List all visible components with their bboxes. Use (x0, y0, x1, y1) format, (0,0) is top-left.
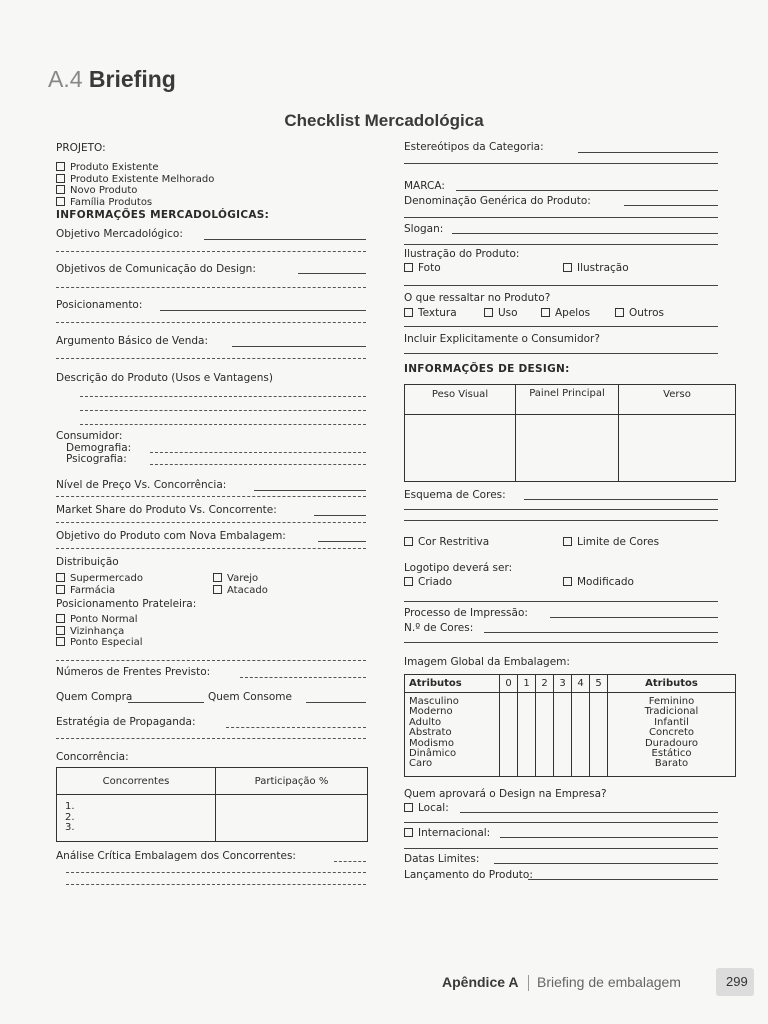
fill-line[interactable] (404, 353, 718, 354)
fill-line[interactable] (80, 410, 366, 411)
checkbox[interactable] (56, 637, 65, 646)
prateleira-options (56, 614, 143, 649)
verso-cell[interactable] (619, 415, 736, 482)
checklist-title: Checklist Mercadológica (284, 111, 484, 130)
option-varejo[interactable]: Varejo (213, 573, 268, 585)
estrategia-label: Estratégia de Propaganda: (56, 716, 196, 728)
checkbox[interactable] (404, 308, 413, 317)
option-local[interactable]: Local: (404, 803, 449, 815)
analise-label: Análise Crítica Embalagem dos Concorrentes: (56, 850, 296, 862)
atributos-table (404, 674, 736, 777)
concorrencia-label: Concorrência: (56, 751, 129, 763)
option-modificado[interactable]: Modificado (563, 577, 634, 589)
scale-4: 4 (572, 675, 590, 693)
section-heading (48, 66, 176, 93)
checkbox[interactable] (563, 577, 572, 586)
info-design-heading: INFORMAÇÕES DE DESIGN: (404, 363, 570, 375)
option-familia-produtos[interactable]: Família Produtos (56, 197, 214, 209)
checkbox[interactable] (213, 573, 222, 582)
quem-aprovara-label: Quem aprovará o Design na Empresa? (404, 788, 607, 800)
scale-cell[interactable] (500, 693, 518, 777)
esquema-label: Esquema de Cores: (404, 489, 506, 501)
checkbox[interactable] (404, 828, 413, 837)
checkbox[interactable] (56, 174, 65, 183)
checkbox[interactable] (404, 577, 413, 586)
fill-line[interactable] (66, 872, 366, 873)
fill-line[interactable] (404, 601, 718, 602)
checkbox[interactable] (56, 162, 65, 171)
denominacao-label: Denominação Genérica do Produto: (404, 195, 591, 207)
info-mercadologicas-heading: INFORMAÇÕES MERCADOLÓGICAS: (56, 209, 270, 221)
section-title: Briefing (88, 66, 176, 92)
market-share-label: Market Share do Produto Vs. Concorrente: (56, 504, 277, 516)
marca-label: MARCA: (404, 180, 445, 192)
table-header-participacao: Participação % (216, 768, 368, 795)
objetivo-merc-line[interactable] (204, 239, 366, 240)
psicografia-label: Psicografia: (66, 453, 127, 465)
fill-line[interactable] (56, 738, 366, 739)
projeto-label: PROJETO: (56, 142, 106, 154)
datas-limites-line[interactable] (494, 863, 718, 864)
posic-prateleira-label: Posicionamento Prateleira: (56, 598, 197, 610)
checkbox[interactable] (404, 263, 413, 272)
option-supermercado[interactable]: Supermercado (56, 573, 143, 585)
fill-line[interactable] (56, 660, 366, 661)
fill-line[interactable] (404, 848, 718, 849)
posicionamento-line[interactable] (160, 310, 366, 311)
projeto-options (56, 162, 214, 208)
option-uso[interactable]: Uso (484, 308, 518, 320)
objetivos-com-label: Objetivos de Comunicação do Design: (56, 263, 256, 275)
option-produto-melhorado[interactable]: Produto Existente Melhorado (56, 174, 214, 186)
option-textura[interactable]: Textura (404, 308, 457, 320)
design-table (404, 384, 736, 482)
scale-cell[interactable] (554, 693, 572, 777)
distribuicao-col1 (56, 573, 143, 596)
checkbox[interactable] (56, 614, 65, 623)
option-foto[interactable]: Foto (404, 263, 441, 275)
scale-5: 5 (590, 675, 608, 693)
fill-line[interactable] (56, 358, 366, 359)
fill-line[interactable] (66, 884, 366, 885)
fill-line[interactable] (404, 520, 718, 521)
fill-line[interactable] (80, 424, 366, 425)
ilustracao-label: Ilustração do Produto: (404, 248, 520, 260)
option-produto-existente[interactable]: Produto Existente (56, 162, 214, 174)
fill-line[interactable] (404, 642, 718, 643)
scale-cell[interactable] (572, 693, 590, 777)
option-internacional[interactable]: Internacional: (404, 828, 490, 840)
objetivo-nova-line[interactable] (318, 541, 366, 542)
footer-divider (528, 975, 529, 991)
fill-line[interactable] (404, 509, 718, 510)
denominacao-line[interactable] (624, 205, 718, 206)
design-header-painel: Painel Principal (516, 385, 619, 415)
checkbox[interactable] (56, 585, 65, 594)
fill-line[interactable] (404, 244, 718, 245)
internacional-line[interactable] (500, 837, 718, 838)
atributos-header-left: Atributos (405, 675, 500, 693)
option-criado[interactable]: Criado (404, 577, 452, 589)
attr-right-cell: Feminino Tradicional Infantil Concreto Duradouro Estático Barato (608, 693, 736, 777)
checkbox[interactable] (56, 185, 65, 194)
option-limite-cores[interactable]: Limite de Cores (563, 537, 659, 549)
analise-line[interactable] (334, 861, 366, 862)
demografia-line[interactable] (150, 452, 366, 453)
logotipo-label: Logotipo deverá ser: (404, 562, 513, 574)
footer-chapter: Briefing de embalagem (537, 974, 681, 990)
esquema-line[interactable] (524, 499, 718, 500)
objetivo-merc-label: Objetivo Mercadológico: (56, 228, 183, 240)
painel-cell[interactable] (516, 415, 619, 482)
distribuicao-col2 (213, 573, 268, 596)
fill-line[interactable] (56, 251, 366, 252)
datas-limites-label: Datas Limites: (404, 853, 480, 865)
design-header-verso: Verso (619, 385, 736, 415)
scale-cell[interactable] (590, 693, 608, 777)
estereotipos-line[interactable] (578, 152, 718, 153)
option-cor-restritiva[interactable]: Cor Restritiva (404, 537, 489, 549)
participacao-cell[interactable] (216, 795, 368, 842)
option-ilustracao[interactable]: Ilustração (563, 263, 629, 275)
posicionamento-label: Posicionamento: (56, 299, 143, 311)
fill-line[interactable] (404, 285, 718, 286)
table-header-concorrentes: Concorrentes (57, 768, 216, 795)
n-cores-label: N.º de Cores: (404, 622, 474, 634)
fill-line[interactable] (404, 217, 718, 218)
option-farmacia[interactable]: Farmácia (56, 585, 143, 597)
descricao-label: Descrição do Produto (Usos e Vantagens) (56, 372, 273, 384)
checkbox[interactable] (56, 197, 65, 206)
demografia-label: Demografia: (66, 442, 132, 454)
checkbox[interactable] (404, 537, 413, 546)
psicografia-line[interactable] (150, 464, 366, 465)
consumidor-label: Consumidor: (56, 430, 123, 442)
checkbox[interactable] (56, 573, 65, 582)
concorrentes-cell[interactable]: 1. 2. 3. (57, 795, 216, 842)
ressaltar-label: O que ressaltar no Produto? (404, 292, 551, 304)
design-header-peso-visual: Peso Visual (405, 385, 516, 415)
quem-compra-label: Quem Compra (56, 691, 133, 703)
estereotipos-label: Estereótipos da Categoria: (404, 141, 544, 153)
scale-0: 0 (500, 675, 518, 693)
estrategia-line[interactable] (226, 727, 366, 728)
attr-left-cell: Masculino Moderno Adulto Abstrato Modismo Dinâmico Caro (405, 693, 500, 777)
option-ponto-especial[interactable]: Ponto Especial (56, 637, 143, 649)
market-share-line[interactable] (314, 515, 366, 516)
fill-line[interactable] (56, 548, 366, 549)
distribuicao-label: Distribuição (56, 556, 119, 568)
footer-appendix: Apêndice A (442, 974, 519, 990)
processo-label: Processo de Impressão: (404, 607, 528, 619)
option-vizinhanca[interactable]: Vizinhança (56, 626, 143, 638)
fill-line[interactable] (56, 522, 366, 523)
fill-line[interactable] (404, 822, 718, 823)
fill-line[interactable] (56, 287, 366, 288)
slogan-line[interactable] (452, 233, 718, 234)
argumento-label: Argumento Básico de Venda: (56, 335, 208, 347)
n-cores-line[interactable] (484, 632, 718, 633)
peso-visual-cell[interactable] (405, 415, 516, 482)
option-ponto-normal[interactable]: Ponto Normal (56, 614, 143, 626)
nivel-preco-line[interactable] (254, 490, 366, 491)
lancamento-label: Lançamento do Produto: (404, 869, 533, 881)
fill-line[interactable] (56, 496, 366, 497)
local-line[interactable] (460, 812, 718, 813)
option-novo-produto[interactable]: Novo Produto (56, 185, 214, 197)
quem-consome-label: Quem Consome (208, 691, 292, 703)
slogan-label: Slogan: (404, 223, 444, 235)
numeros-frentes-label: Números de Frentes Previsto: (56, 666, 211, 678)
fill-line[interactable] (80, 396, 366, 397)
quem-compra-line[interactable] (128, 702, 204, 703)
incluir-label: Incluir Explicitamente o Consumidor? (404, 333, 600, 345)
fill-line[interactable] (56, 322, 366, 323)
quem-consome-line[interactable] (306, 702, 366, 703)
scale-cell[interactable] (536, 693, 554, 777)
marca-line[interactable] (456, 190, 718, 191)
option-atacado[interactable]: Atacado (213, 585, 268, 597)
imagem-global-label: Imagem Global da Embalagem: (404, 656, 570, 668)
atributos-header-right: Atributos (608, 675, 736, 693)
argumento-line[interactable] (232, 346, 366, 347)
processo-line[interactable] (550, 617, 718, 618)
page-number: 299 (726, 974, 748, 989)
scale-cell[interactable] (518, 693, 536, 777)
numeros-frentes-line[interactable] (240, 677, 366, 678)
concorrentes-table (56, 767, 368, 842)
checkbox[interactable] (404, 803, 413, 812)
nivel-preco-label: Nível de Preço Vs. Concorrência: (56, 479, 227, 491)
scale-3: 3 (554, 675, 572, 693)
checkbox[interactable] (56, 626, 65, 635)
option-outros[interactable]: Outros (615, 308, 664, 320)
fill-line[interactable] (404, 163, 718, 164)
section-number: A.4 (48, 66, 83, 92)
checkbox[interactable] (615, 308, 624, 317)
lancamento-line[interactable] (528, 879, 718, 880)
objetivos-com-line[interactable] (298, 273, 366, 274)
checkbox[interactable] (484, 308, 493, 317)
objetivo-nova-label: Objetivo do Produto com Nova Embalagem: (56, 530, 286, 542)
checkbox[interactable] (563, 537, 572, 546)
scale-2: 2 (536, 675, 554, 693)
checkbox[interactable] (541, 308, 550, 317)
scale-1: 1 (518, 675, 536, 693)
checkbox[interactable] (213, 585, 222, 594)
fill-line[interactable] (404, 326, 718, 327)
checkbox[interactable] (563, 263, 572, 272)
option-apelos[interactable]: Apelos (541, 308, 590, 320)
